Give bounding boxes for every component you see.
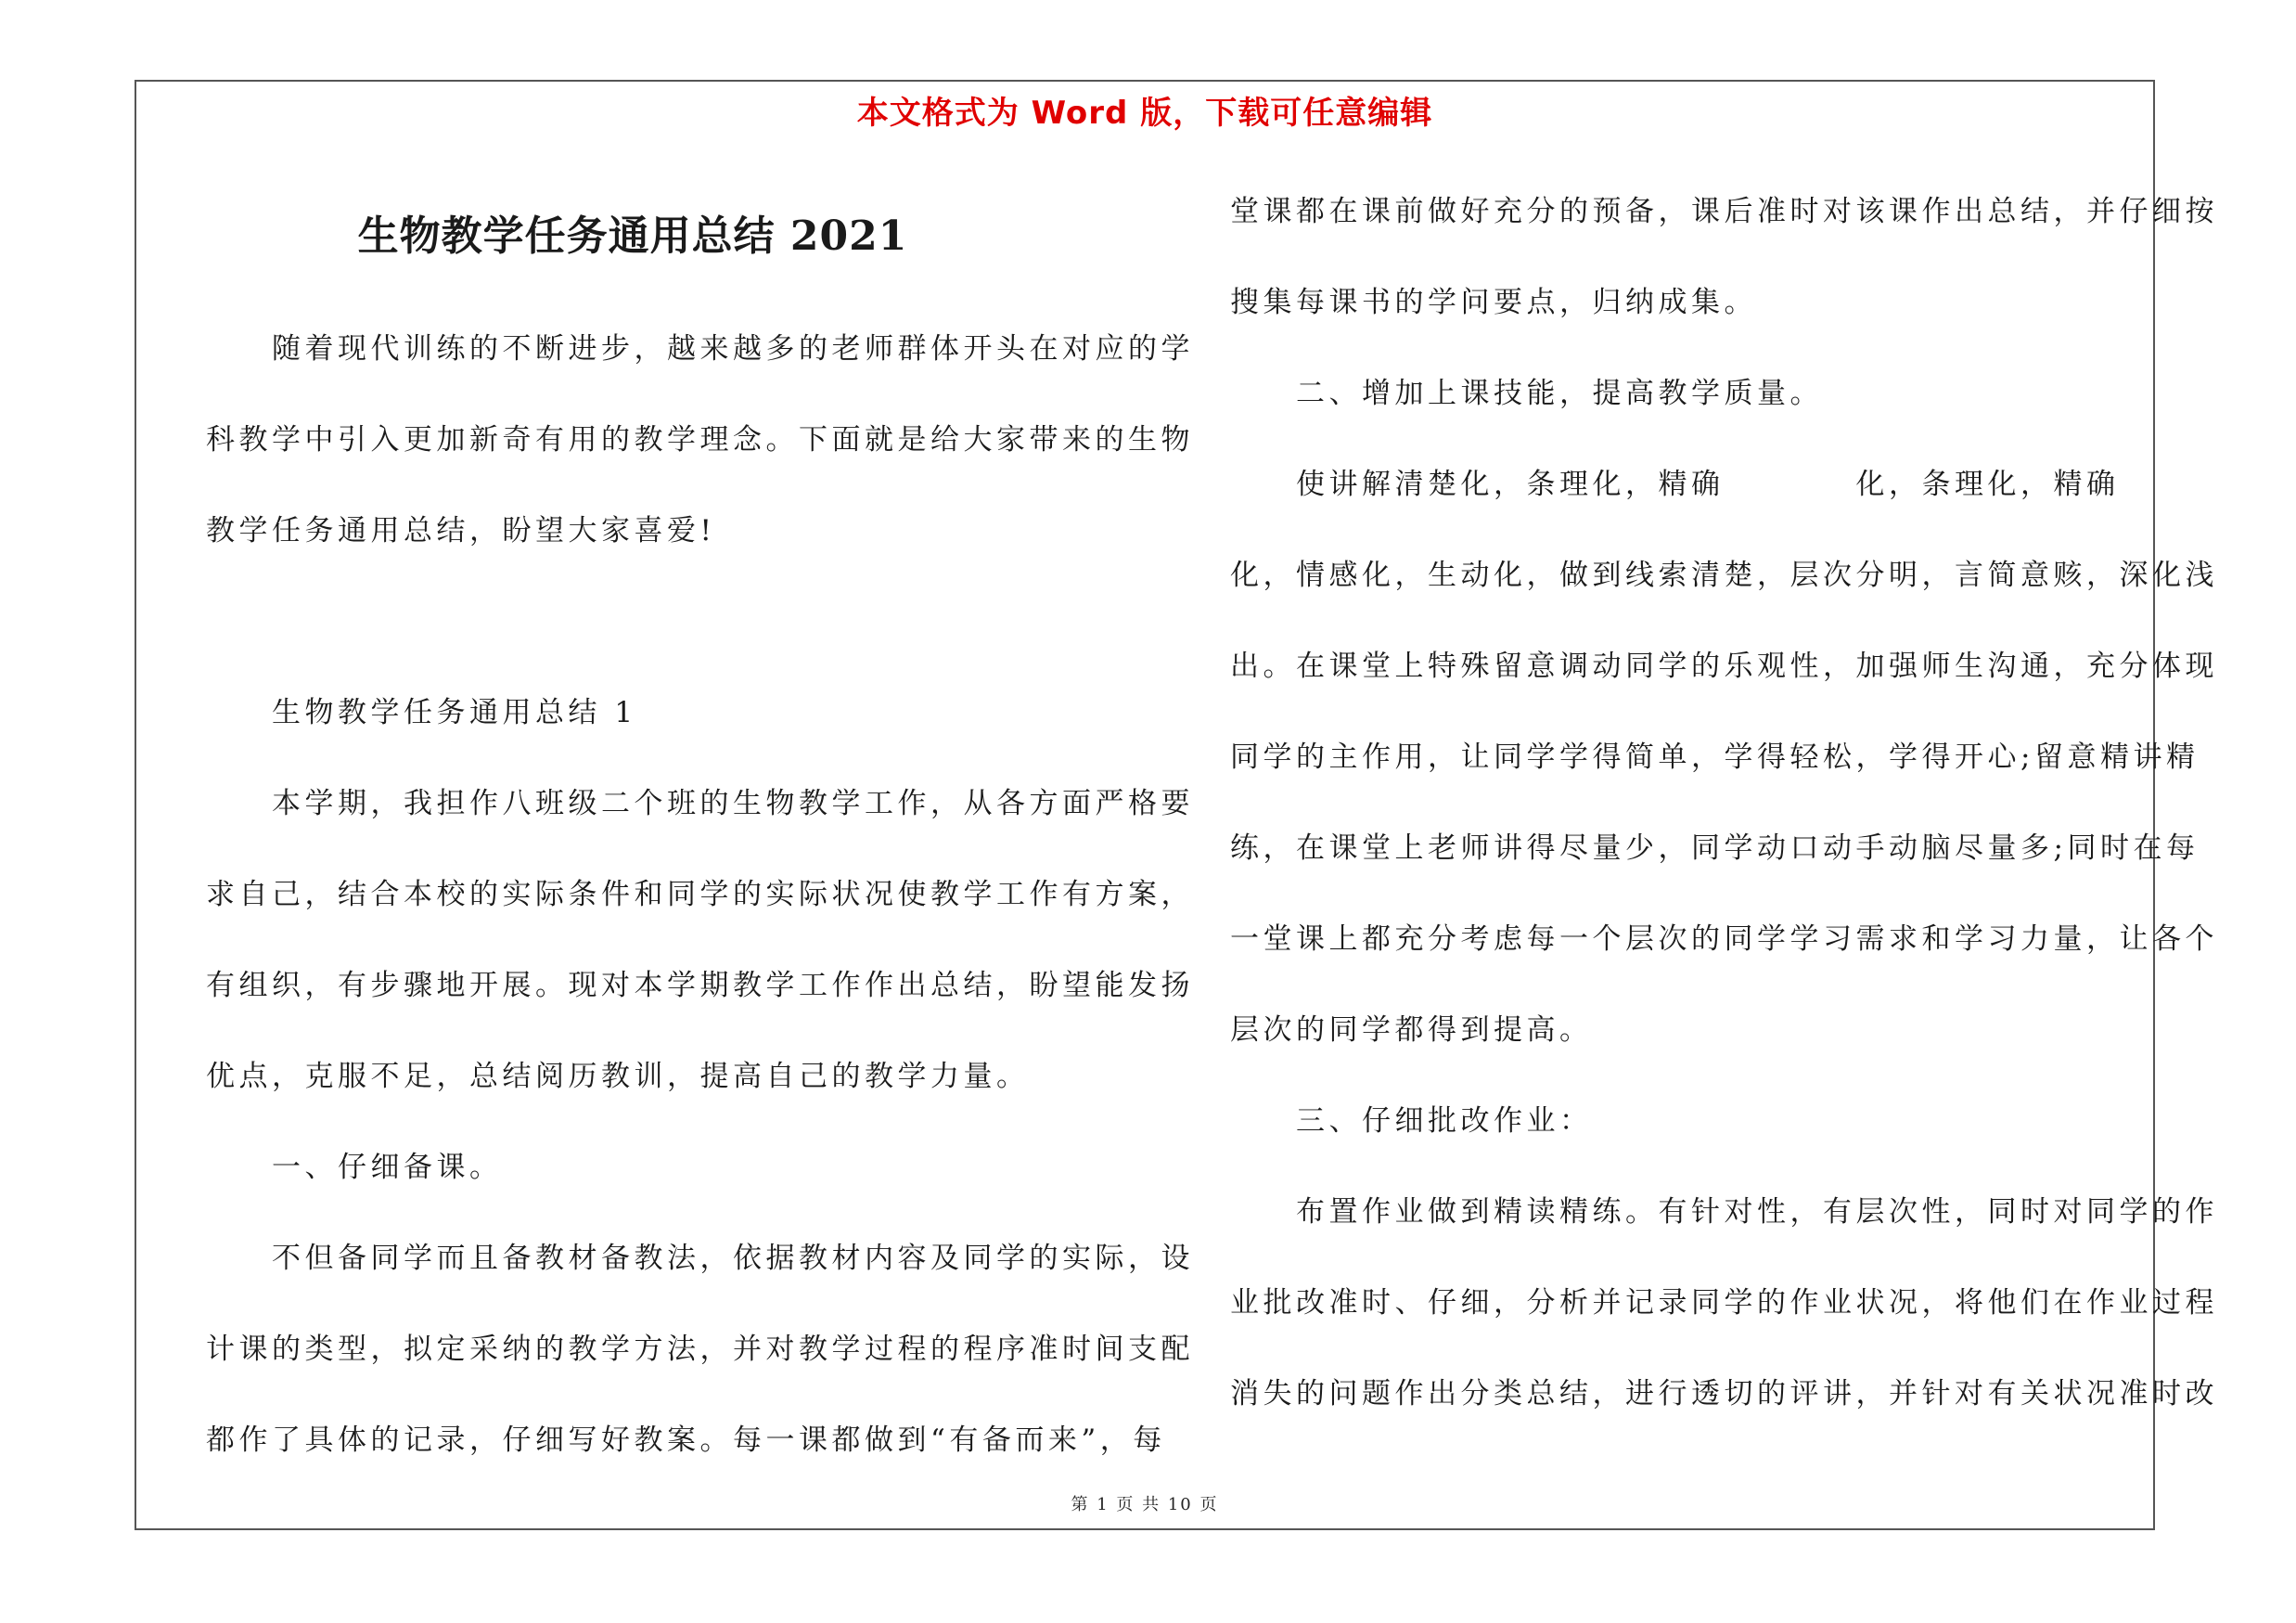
paragraph-line: 层次的同学都得到提高。	[1230, 1013, 1593, 1047]
paragraph-line: 使讲解清楚化，条理化，精确 化，条理化，精确	[1230, 468, 2120, 501]
paragraph-line: 科教学中引入更加新奇有用的教学理念。下面就是给大家带来的生物	[206, 423, 1194, 457]
right-column	[1230, 182, 2218, 1455]
paragraph-line: 教学任务通用总结，盼望大家喜爱!	[206, 514, 716, 547]
paragraph-line: 同学的主作用，让同学学得简单，学得轻松，学得开心;留意精讲精	[1230, 741, 2200, 774]
paragraph-line: 化，情感化，生动化，做到线索清楚，层次分明，言简意赅，深化浅	[1230, 559, 2218, 592]
paragraph-line: 求自己，结合本校的实际条件和同学的实际状况使教学工作有方案，	[206, 878, 1194, 911]
section-heading: 生物教学任务通用总结 1	[206, 696, 637, 729]
paragraph-line: 业批改准时、仔细，分析并记录同学的作业状况，将他们在作业过程	[1230, 1286, 2218, 1320]
paragraph-line: 堂课都在课前做好充分的预备，课后准时对该课作出总结，并仔细按	[1230, 195, 2218, 228]
section-heading: 二、增加上课技能，提高教学质量。	[1230, 377, 1823, 410]
blank-line	[206, 592, 1134, 683]
paragraph-line: 计课的类型，拟定采纳的教学方法，并对教学过程的程序准时间支配	[206, 1333, 1194, 1366]
paragraph-line: 一堂课上都充分考虑每一个层次的同学学习需求和学习力量，让各个	[1230, 922, 2218, 956]
paragraph-line: 练，在课堂上老师讲得尽量少，同学动口动手动脑尽量多;同时在每	[1230, 831, 2200, 865]
paragraph-line: 不但备同学而且备教材备教法，依据教材内容及同学的实际，设	[206, 1242, 1194, 1275]
paragraph-line: 出。在课堂上特殊留意调动同学的乐观性，加强师生沟通，充分体现	[1230, 650, 2218, 683]
document-title: 生物教学任务通用总结 2021	[357, 213, 908, 260]
section-heading: 三、仔细批改作业：	[1230, 1104, 1593, 1138]
section-heading: 一、仔细备课。	[206, 1151, 503, 1184]
format-banner: 本文格式为 Word 版，下载可任意编辑	[856, 95, 1433, 132]
paragraph-line: 消失的问题作出分类总结，进行透切的评讲，并针对有关状况准时改	[1230, 1377, 2218, 1410]
paragraph-line: 本学期，我担作八班级二个班的生物教学工作，从各方面严格要	[206, 787, 1194, 820]
paragraph-line: 随着现代训练的不断进步，越来越多的老师群体开头在对应的学	[206, 332, 1194, 366]
paragraph-line: 搜集每课书的学问要点，归纳成集。	[1230, 286, 1757, 319]
paragraph-line: 优点，克服不足，总结阅历教训，提高自己的教学力量。	[206, 1060, 1030, 1093]
paragraph-line: 有组织，有步骤地开展。现对本学期教学工作作出总结，盼望能发扬	[206, 969, 1194, 1002]
left-column	[206, 319, 1194, 1501]
paragraph-line: 布置作业做到精读精练。有针对性，有层次性，同时对同学的作	[1230, 1195, 2218, 1229]
paragraph-line: 都作了具体的记录，仔细写好教案。每一课都做到“有备而来”，每	[206, 1423, 1166, 1457]
page-number: 第 1 页 共 10 页	[1071, 1495, 1219, 1514]
